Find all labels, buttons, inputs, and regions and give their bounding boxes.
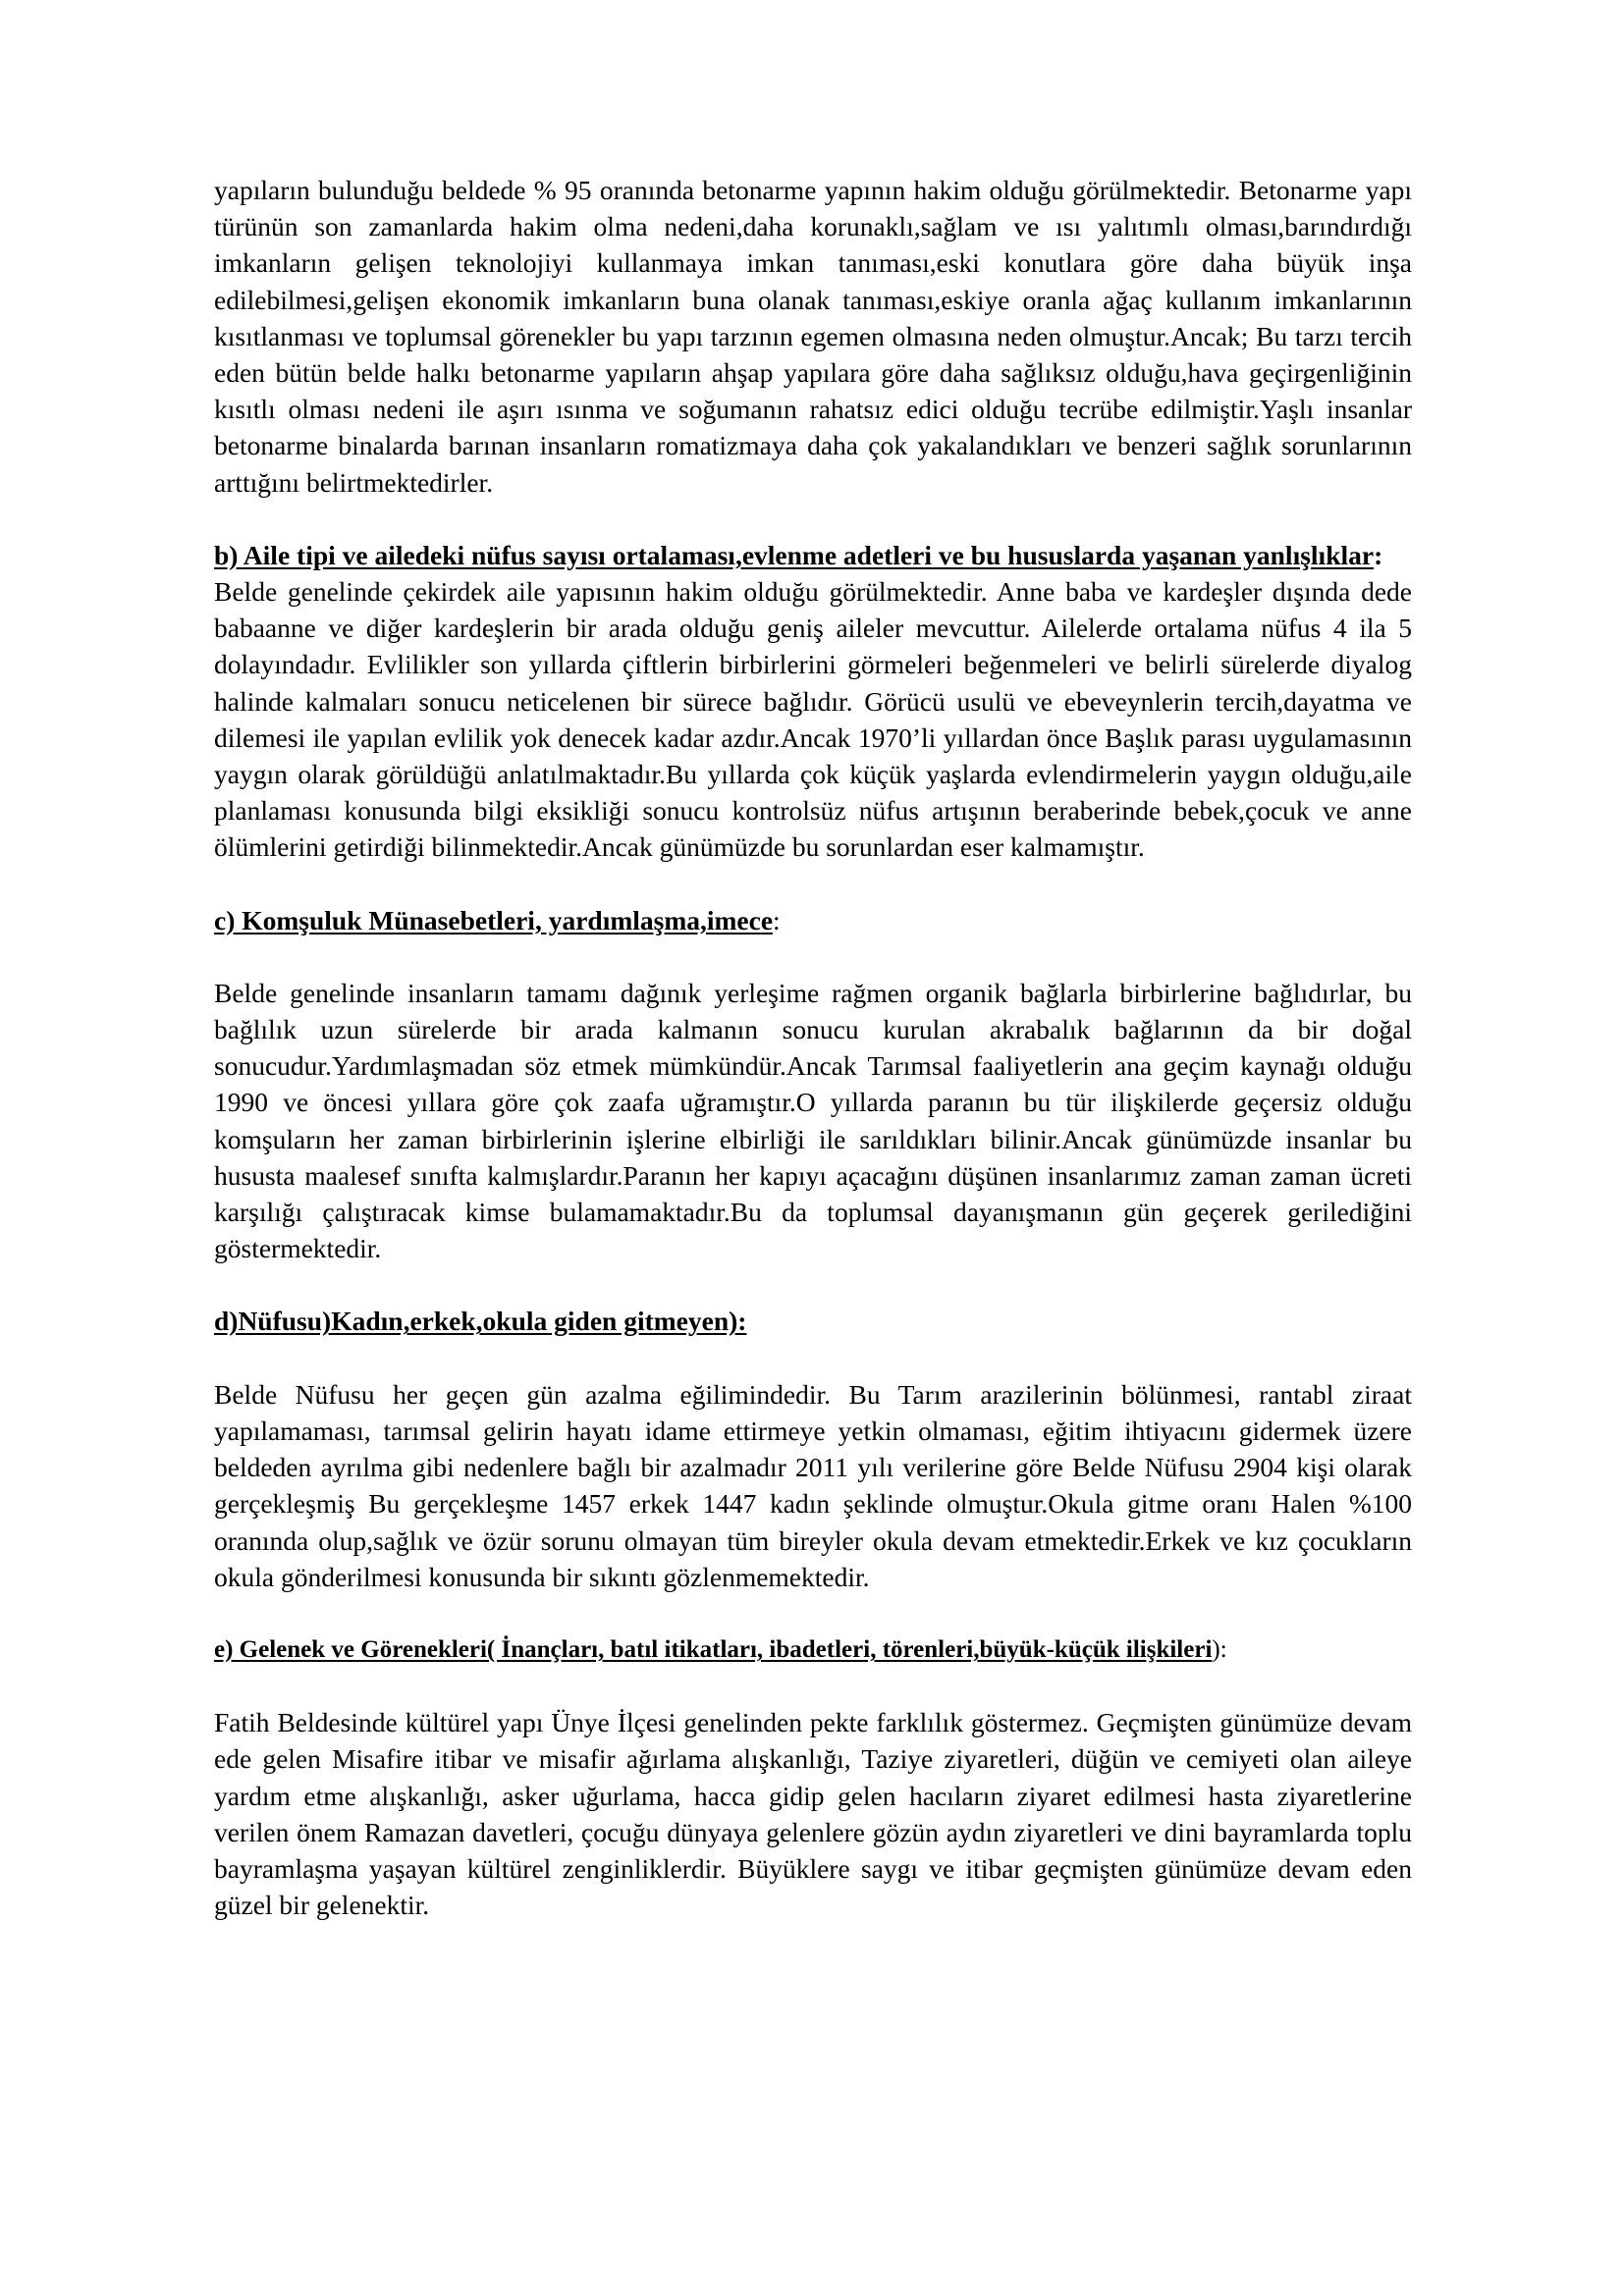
spacer: [214, 501, 1412, 537]
section-d-heading-text: d)Nüfusu)Kadın,erkek,okula giden gitmeyen):: [214, 1306, 747, 1337]
spacer: [214, 938, 1412, 975]
section-e-heading: [214, 1631, 1412, 1668]
spacer: [214, 1266, 1412, 1303]
section-e-body: Fatih Beldesinde kültürel yapı Ünye İlçesi genelinden pekte farklılık göstermez. Geçmişten günümüze devam ede gelen Misafire itibar ve misafir ağırlama alışkanlığı, Taziye ziyaretleri, düğün ve cemiyeti olan aileye yardım etme alışkanlığı, asker uğurlama, hacca gidip gelen hacıların ziyaret edilmesi hasta ziyaretlerine verilen önem Ramazan davetleri, çocuğu dünyaya gelenlere gözün aydın ziyaretleri ve dini bayramlarda toplu bayramlaşma yaşayan kültürel zenginliklerdir. Büyüklere saygı ve itibar geçmişten günümüze devam eden güzel bir gelenektir.: [214, 1707, 1412, 1921]
section-b-heading-tail: :: [1374, 539, 1383, 570]
section-c-heading: [214, 902, 1412, 938]
spacer: [214, 866, 1412, 902]
section-e-heading-tail: ):: [1212, 1635, 1227, 1663]
section-c-heading-tail: :: [773, 904, 781, 935]
section-b-heading: [214, 537, 1412, 573]
section-d-heading: [214, 1303, 1412, 1339]
section-b-heading-text: b) Aile tipi ve ailedeki nüfus sayısı ortalaması,evlenme adetleri ve bu hususlarda yaşanan yanlışlıklar: [214, 539, 1375, 570]
section-e-heading-text: e) Gelenek ve Görenekleri( İnançları, batıl itikatları, ibadetleri, törenleri,büyük-küçük ilişkileri: [214, 1635, 1213, 1663]
spacer: [214, 1668, 1412, 1704]
spacer: [214, 1595, 1412, 1631]
section-d-body: Belde Nüfusu her geçen gün azalma eğilimindedir. Bu Tarım arazilerinin bölünmesi, rantabl ziraat yapılamaması, tarımsal gelirin hayatı idame ettirmeye yetkin olmaması, eğitim ihtiyacını gidermek üzere beldeden ayrılma gibi nedenlere bağlı bir azalmadır 2011 yılı verilerine göre Belde Nüfusu 2904 kişi olarak gerçekleşmiş Bu gerçekleşme 1457 erkek 1447 kadın şeklinde olmuştur.Okula gitme oranı Halen %100 oranında olup,sağlık ve özür sorunu olmayan tüm bireyler okula devam etmektedir.Erkek ve kız çocukların okula gönderilmesi konusunda bir sıkıntı gözlenmemektedir.: [214, 1378, 1412, 1592]
section-b-body: Belde genelinde çekirdek aile yapısının hakim olduğu görülmektedir. Anne baba ve kardeşler dışında dede babaanne ve diğer kardeşlerin bir arada olduğu geniş aileler mevcuttur. Ailelerde ortalama nüfus 4 ila 5 dolayındadır. Evlilikler son yıllarda çiftlerin birbirlerini görmeleri beğenmeleri ve belirli sürelerde diyalog halinde kalmaları sonucu neticelenen bir sürece bağlıdır. Görücü usulü ve ebeveynlerin tercih,dayatma ve dilemesi ile yapılan evlilik yok denecek kadar azdır.Ancak 1970’li yıllardan önce Başlık parası uygulamasının yaygın olarak görüldüğü anlatılmaktadır.Bu yıllarda çok küçük yaşlarda evlendirmelerin yaygın olduğu,aile planlaması konusunda bilgi eksikliği sonucu kontrolsüz nüfus artışının beraberinde bebek,çocuk ve anne ölümlerini getirdiği bilinmektedir.Ancak günümüzde bu sorunlardan eser kalmamıştır.: [214, 576, 1412, 863]
spacer: [214, 1340, 1412, 1376]
intro-paragraph: yapıların bulunduğu beldede % 95 oranında betonarme yapının hakim olduğu görülmektedir. Betonarme yapı türünün son zamanlarda hakim olma nedeni,daha korunaklı,sağlam ve ısı yalıtımlı olması,barındırdığı imkanların gelişen teknolojiyi kullanmaya imkan tanıması,eski konutlara göre daha büyük inşa edilebilmesi,gelişen ekonomik imkanların buna olanak tanıması,eskiye oranla ağaç kullanım imkanlarının kısıtlanması ve toplumsal görenekler bu yapı tarzının egemen olmasına neden olmuştur.Ancak; Bu tarzı tercih eden bütün belde halkı betonarme yapıların ahşap yapılara göre daha sağlıksız olduğu,hava geçirgenliğinin kısıtlı olması nedeni ile aşırı ısınma ve soğumanın rahatsız edici olduğu tecrübe edilmiştir.Yaşlı insanlar betonarme binalarda barınan insanların romatizmaya daha çok yakalandıkları ve benzeri sağlık sorunlarının arttığını belirtmektedirler.: [214, 175, 1412, 498]
document-page: [214, 172, 1412, 1923]
section-c-heading-text: c) Komşuluk Münasebetleri, yardımlaşma,imece: [214, 904, 774, 935]
section-c-body: Belde genelinde insanların tamamı dağınık yerleşime rağmen organik bağlarla birbirlerine bağlıdırlar, bu bağlılık uzun sürelerde bir arada kalmanın sonucu kurulan akrabalık bağlarının da bir doğal sonucudur.Yardımlaşmadan söz etmek mümkündür.Ancak Tarımsal faaliyetlerin ana geçim kaynağı olduğu 1990 ve öncesi yıllara göre çok zaafa uğramıştır.O yıllarda paranın bu tür ilişkilerde geçersiz olduğu komşuların her zaman birbirlerinin işlerine elbirliği ile sarıldıkları bilinir.Ancak günümüzde insanlar bu hususta maalesef sınıfta kalmışlardır.Paranın her kapıyı açacağını düşünen insanlarımız zaman zaman ücreti karşılığı çalıştıracak kimse bulamamaktadır.Bu da toplumsal dayanışmanın gün geçerek gerilediğini göstermektedir.: [214, 977, 1412, 1264]
